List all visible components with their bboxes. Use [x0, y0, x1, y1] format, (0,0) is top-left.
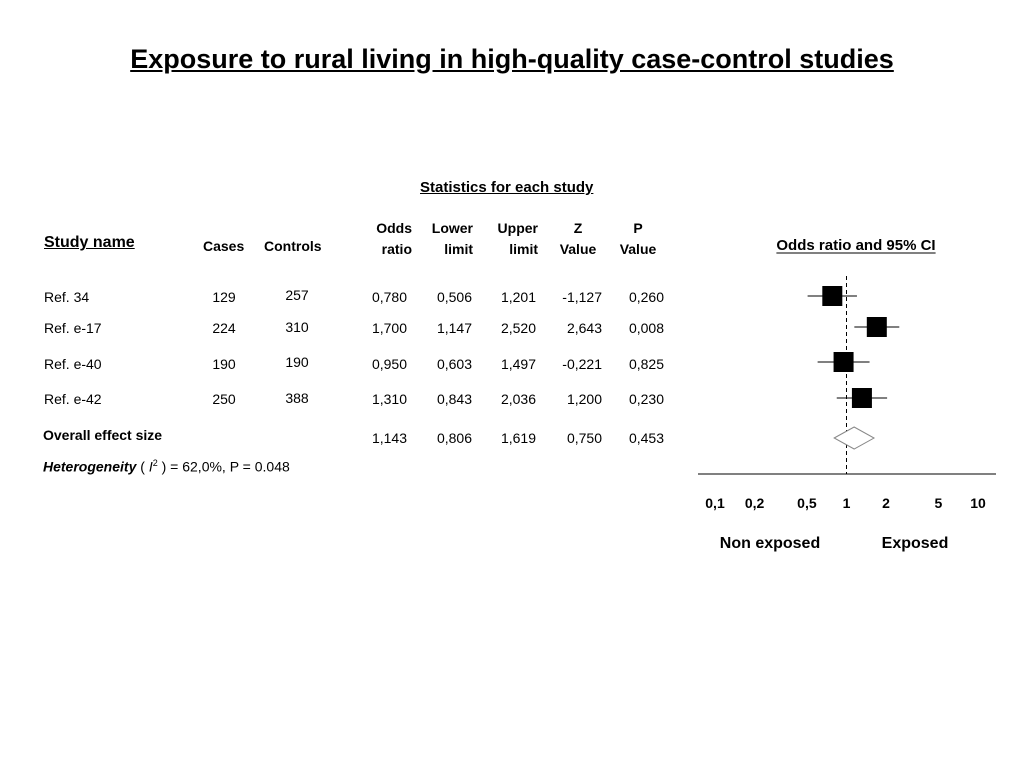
heterogeneity-label: Heterogeneity: [43, 458, 137, 475]
z-value: -1,127: [562, 289, 602, 305]
controls-value: 310: [285, 319, 309, 335]
section-header: Statistics for each study: [420, 179, 594, 196]
study-name: Ref. 34: [44, 289, 90, 305]
controls-value: 388: [285, 390, 309, 406]
study-name: Ref. e-40: [44, 356, 102, 372]
x-tick-label: 2: [882, 495, 890, 511]
column-header-cases: Cases: [203, 238, 245, 254]
column-header-lower-line2: limit: [444, 241, 473, 257]
x-tick-labels: [705, 495, 986, 511]
column-header-p-line2: Value: [619, 241, 657, 257]
odds-ratio-value: 0,780: [371, 289, 407, 305]
z-value: 1,200: [566, 391, 602, 407]
controls-value: 257: [285, 287, 309, 303]
lower-limit-value: 0,843: [436, 391, 472, 407]
upper-limit-value: 2,520: [500, 320, 536, 336]
odds-ratio-point: [852, 388, 872, 408]
odds-ratio-value: 0,950: [371, 356, 407, 372]
x-tick-label: 1: [842, 495, 851, 511]
column-header-lower-line1: Lower: [431, 220, 473, 236]
right-direction-label: Exposed: [881, 535, 949, 552]
overall-z-value: 0,750: [566, 430, 602, 446]
upper-limit-value: 1,201: [500, 289, 536, 305]
z-value: 2,643: [566, 320, 602, 336]
overall-odds-ratio: 1,143: [371, 430, 407, 446]
left-direction-label: Non exposed: [719, 535, 821, 552]
cases-value: 250: [212, 391, 236, 407]
study-name: Ref. e-42: [44, 391, 102, 407]
odds-ratio-point: [834, 352, 854, 372]
column-header-z-line2: Value: [559, 241, 597, 257]
heterogeneity-rest: ) = 62,0%, P = 0.048: [161, 458, 290, 475]
p-value: 0,008: [628, 320, 664, 336]
column-header-upper-line1: Upper: [497, 220, 538, 236]
p-value: 0,230: [628, 391, 664, 407]
x-tick-label: 0,5: [797, 495, 817, 511]
overall-p-value: 0,453: [628, 430, 664, 446]
page-title: Exposure to rural living in high-quality case-control studies: [130, 44, 894, 74]
x-tick-label: 0,1: [705, 495, 725, 511]
odds-ratio-value: 1,310: [371, 391, 407, 407]
z-value: -0,221: [562, 356, 602, 372]
column-header-odds-line2: ratio: [381, 241, 412, 257]
heterogeneity-symbol: I: [148, 458, 153, 475]
overall-label: Overall effect size: [43, 427, 163, 443]
chart-title: Odds ratio and 95% CI: [776, 237, 936, 254]
heterogeneity-sup: 2: [152, 458, 158, 468]
column-header-study: Study name: [44, 234, 135, 251]
lower-limit-value: 0,506: [436, 289, 472, 305]
column-header-controls: Controls: [264, 238, 322, 254]
x-tick-label: 10: [970, 495, 986, 511]
overall-upper-limit: 1,619: [500, 430, 536, 446]
x-tick-label: 5: [934, 495, 943, 511]
study-marks: [808, 286, 900, 449]
column-header-odds-line1: Odds: [376, 220, 412, 236]
upper-limit-value: 2,036: [500, 391, 536, 407]
heterogeneity-open: (: [140, 458, 145, 475]
controls-value: 190: [285, 354, 309, 370]
lower-limit-value: 1,147: [436, 320, 472, 336]
column-header-p-line1: P: [633, 220, 643, 236]
cases-value: 190: [212, 356, 236, 372]
odds-ratio-value: 1,700: [371, 320, 407, 336]
upper-limit-value: 1,497: [500, 356, 536, 372]
column-header-upper-line2: limit: [509, 241, 538, 257]
column-header-z-line1: Z: [573, 220, 583, 236]
p-value: 0,825: [628, 356, 664, 372]
cases-value: 129: [212, 289, 236, 305]
x-tick-label: 0,2: [744, 495, 765, 511]
odds-ratio-point: [822, 286, 842, 306]
overall-lower-limit: 0,806: [436, 430, 472, 446]
odds-ratio-point: [867, 317, 887, 337]
summary-diamond: [834, 427, 874, 449]
p-value: 0,260: [628, 289, 664, 305]
study-name: Ref. e-17: [44, 320, 102, 336]
lower-limit-value: 0,603: [436, 356, 472, 372]
cases-value: 224: [212, 320, 236, 336]
